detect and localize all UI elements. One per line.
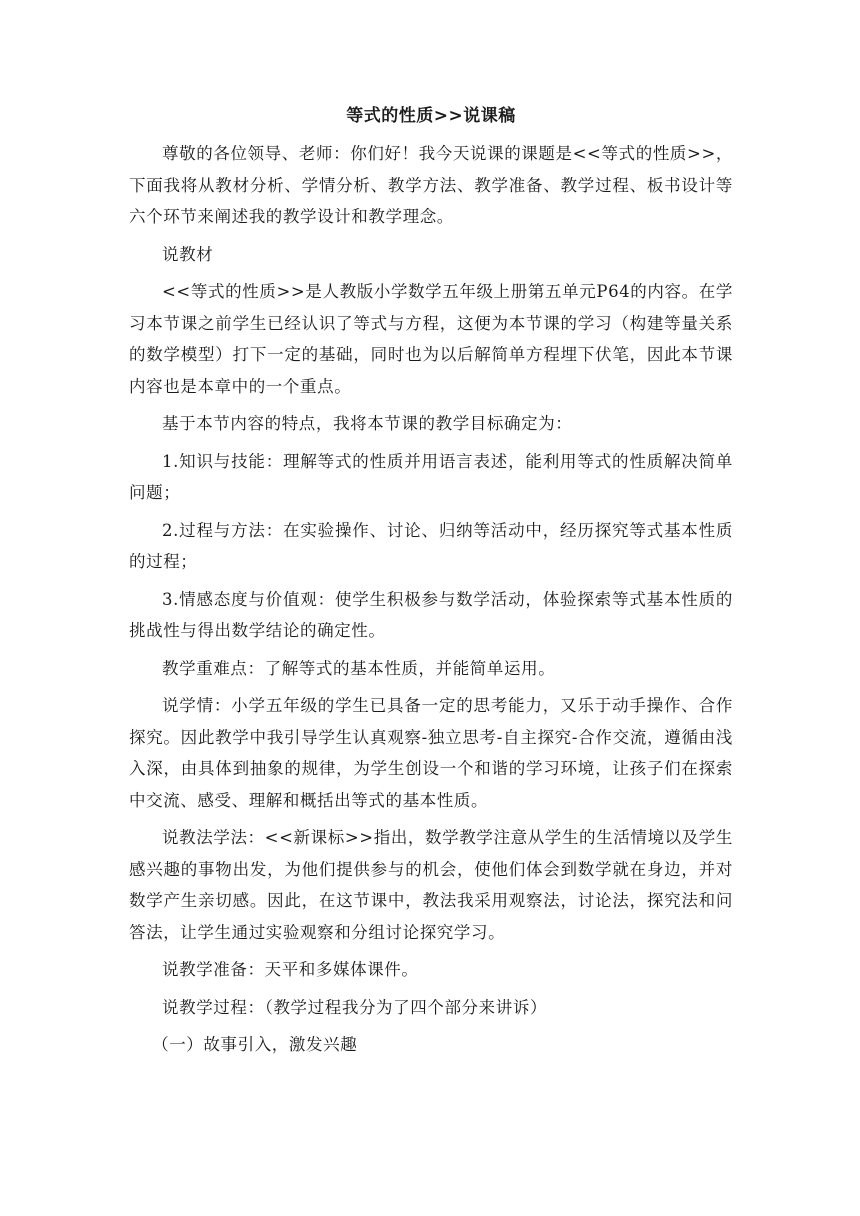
paragraph-goals-intro: 基于本节内容的特点，我将本节课的教学目标确定为：: [162, 414, 573, 433]
paragraph-textbook: <<等式的性质>>是人教版小学数学五年级上册第五单元P64的内容。在学习本节课之前学生已经认识了等式与方程，这便为本节课的学习（构建等量关系的数学模型）打下一定的基础，同时也为以后解简单方程埋下伏笔，因此本节课内容也是本章中的一个重点。: [129, 282, 733, 396]
paragraph-process: 说教学过程：（教学过程我分为了四个部分来讲诉）: [162, 997, 548, 1017]
paragraph-key-points: 教学重难点：了解等式的基本性质，并能简单运用。: [162, 658, 556, 678]
paragraph-goal-1: 1.知识与技能：理解等式的性质并用语言表述，能利用等式的性质解决简单问题；: [129, 451, 733, 502]
paragraph-preparation: 说教学准备：天平和多媒体课件。: [162, 960, 419, 979]
paragraph-learner-analysis: 说学情：小学五年级的学生已具备一定的思考能力，又乐于动手操作、合作探究。因此教学中我引导学生认真观察-独立思考-自主探究-合作交流，遵循由浅入深，由具体到抽象的规律，为学生创设一个和谐的学习环境，让孩子们在探索中交流、感受、理解和概括出等式的基本性质。: [129, 696, 733, 810]
paragraph-goal-3: 3.情感态度与价值观：使学生积极参与数学活动，体验探索等式基本性质的挑战性与得出数学结论的确定性。: [129, 589, 733, 640]
paragraph-process-part-1: （一）故事引入，激发兴趣: [152, 1035, 358, 1054]
heading-textbook: 说教材: [162, 244, 214, 264]
paragraph-goal-2: 2.过程与方法：在实验操作、讨论、归纳等活动中，经历探究等式基本性质的过程；: [129, 520, 733, 571]
paragraph-greeting: 尊敬的各位领导、老师：你们好！我今天说课的课题是<<等式的性质>>，下面我将从教材分析、学情分析、教学方法、教学准备、教学过程、板书设计等六个环节来阐述我的教学设计和教学理念。: [129, 144, 733, 226]
document-body: [129, 104, 733, 1067]
paragraph-teaching-methods: 说教法学法：<<新课标>>指出，数学教学注意从学生的生活情境以及学生感兴趣的事物出发，为他们提供参与的机会，使他们体会到数学就在身边，并对数学产生亲切感。因此，在这节课中，教法我采用观察法，讨论法，探究法和问答法，让学生通过实验观察和分组讨论探究学习。: [129, 828, 733, 942]
document-title: 等式的性质>>说课稿: [346, 106, 516, 126]
